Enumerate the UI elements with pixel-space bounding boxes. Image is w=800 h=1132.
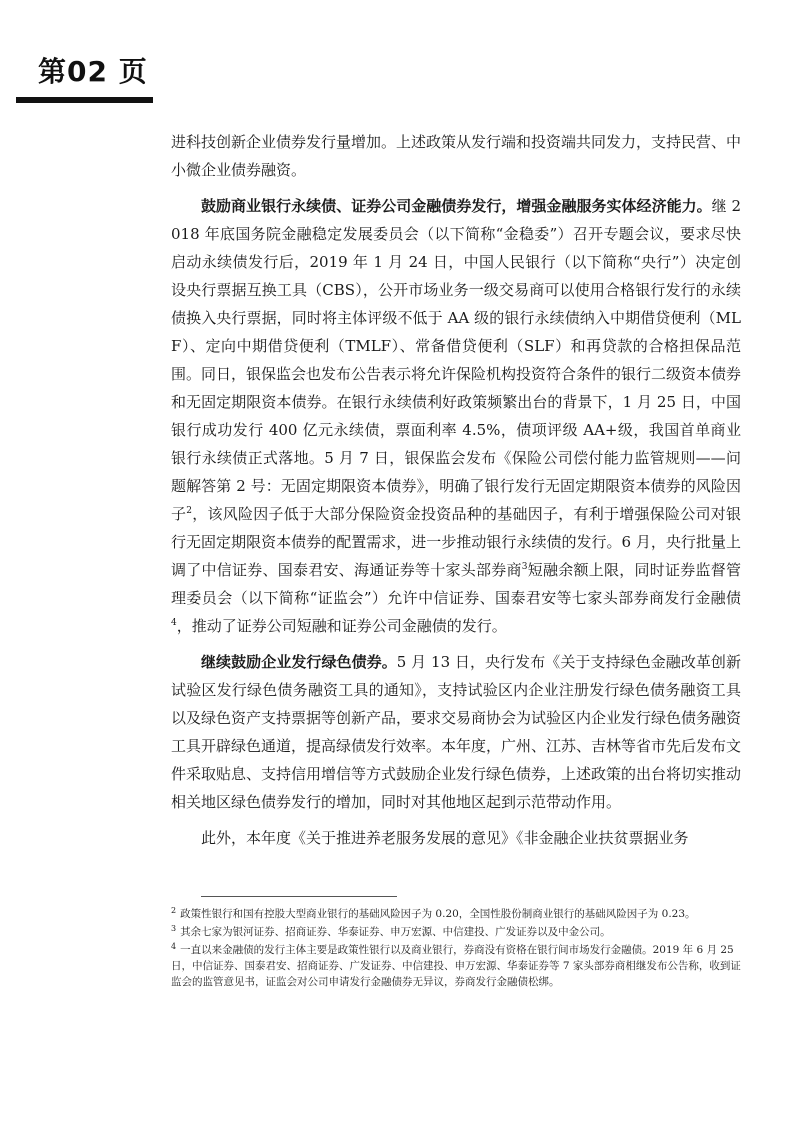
footnote-mark: 3 xyxy=(171,923,177,933)
footnote-ref-2[interactable]: 2 xyxy=(186,506,192,516)
paragraph-text: ，该风险因子低于大部分保险资金投资品种的基础因子，有利于增强保险公司对银行无固定期限资本债券的配置需求，进一步推动银行永续债的发行。6 月，央行批量上调了中信证券、国泰君安、海通证券等十家头部券商 xyxy=(171,505,741,579)
page-number-heading: 第02 页 xyxy=(38,55,148,88)
paragraph-4 xyxy=(171,824,741,852)
paragraph-lead: 继续鼓励企业发行绿色债券。 xyxy=(201,653,397,671)
footnote-2 xyxy=(171,906,741,922)
footnote-mark: 4 xyxy=(171,941,177,951)
paragraph-text: 短融余额上限，同时证券监督管理委员会（以下简称“证监会”）允许中信证券、国泰君安等七家头部券商发行金融债 xyxy=(171,561,741,607)
paragraph-text: 进科技创新企业债券发行量增加。上述政策从发行端和投资端共同发力，支持民营、中小微企业债券融资。 xyxy=(171,133,742,179)
paragraph-text: 5 月 13 日，央行发布《关于支持绿色金融改革创新试验区发行绿色债务融资工具的通知》，支持试验区内企业注册发行绿色债务融资工具以及绿色资产支持票据等创新产品，要求交易商协会为试验区内企业发行绿色债务融资工具开辟绿色通道，提高绿债发行效率。本年度，广州、江苏、吉林等省市先后发布文件采取贴息、支持信用增信等方式鼓励企业发行绿色债券，上述政策的出台将切实推动相关地区绿色债券发行的增加，同时对其他地区起到示范带动作用。 xyxy=(171,653,742,811)
paragraph-text: ，推动了证券公司短融和证券公司金融债的发行。 xyxy=(176,617,507,635)
footnotes xyxy=(171,906,741,992)
paragraph-text: 继 2018 年底国务院金融稳定发展委员会（以下简称“金稳委”）召开专题会议，要求尽快启动永续债发行后，2019 年 1 月 24 日，中国人民银行（以下简称“央行”）决定创设央行票据互换工具（CBS），公开市场业务一级交易商可以使用合格银行发行的永续债换入央行票据，同时将主体评级不低于 AA 级的银行永续债纳入中期借贷便利（MLF）、定向中期借贷便利（TMLF）、常备借贷便利（SLF）和再贷款的合格担保品范围。同日，银保监会也发布公告表示将允许保险机构投资符合条件的银行二级资本债券和无固定期限资本债券。在银行永续债利好政策频繁出台的背景下，1 月 25 日，中国银行成功发行 400 亿元永续债，票面利率 4.5%，债项评级 AA+级，我国首单商业银行永续债正式落地。5 月 7 日，银保监会发布《保险公司偿付能力监管规则——问题解答第 2 号：无固定期限资本债券》，明确了银行发行无固定期限资本债券的风险因子 xyxy=(171,197,742,523)
footnote-ref-4[interactable]: 4 xyxy=(171,618,177,628)
paragraph-lead: 鼓励商业银行永续债、证券公司金融债券发行，增强金融服务实体经济能力。 xyxy=(201,197,712,215)
footnote-ref-3[interactable]: 3 xyxy=(521,562,528,572)
paragraph-2 xyxy=(171,192,741,640)
paragraph-1 xyxy=(171,128,741,184)
paragraph-text: 此外，本年度《关于推进养老服务发展的意见》《非金融企业扶贫票据业务 xyxy=(201,829,689,847)
footnote-4 xyxy=(171,942,741,990)
footnote-3 xyxy=(171,924,741,940)
body-text xyxy=(171,128,741,852)
footnote-text: 政策性银行和国有控股大型商业银行的基础风险因子为 0.20，全国性股份制商业银行的基础风险因子为 0.23。 xyxy=(180,908,696,920)
footnote-separator xyxy=(201,896,397,897)
footnote-text: 其余七家为银河证券、招商证券、华泰证券、申万宏源、中信建投、广发证券以及中金公司。 xyxy=(180,926,611,938)
footnote-text: 一直以来金融债的发行主体主要是政策性银行以及商业银行，券商没有资格在银行间市场发行金融债。2019 年 6 月 25 日，中信证券、国泰君安、招商证券、广发证券、中信建投、申万宏源、华泰证券等 7 家头部券商相继发布公告称，收到证监会的监管意见书，证监会对公司申请发行金融债券无异议，券商发行金融债松绑。 xyxy=(171,944,741,988)
heading-rule xyxy=(16,97,153,103)
footnote-mark: 2 xyxy=(171,905,177,915)
paragraph-3 xyxy=(171,648,741,816)
